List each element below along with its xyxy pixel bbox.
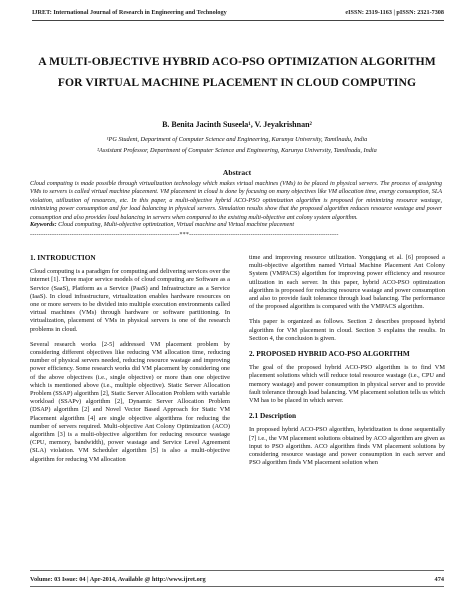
keywords-text: Cloud computing, Multi-objective optimization, Virtual machine and Virtual machine placement (58, 222, 295, 228)
section-separator: --------------------------------------------------------------------***-------------------------------------------------------------------- (30, 232, 339, 238)
intro-paragraph-4: This paper is organized as follows. Section 2 describes proposed hybrid algorithm for VM placement in cloud. Section 3 explains the results. In Section 4, the conclusion is given. (249, 318, 445, 342)
left-column (30, 254, 230, 471)
footer-rule-top (30, 570, 444, 571)
keywords (30, 222, 442, 228)
intro-paragraph-1: Cloud computing is a paradigm for computing and delivering services over the internet [1]. Three major service models of cloud computing are Software as a Service (SaaS), Platform as a Service (PaaS) and Infrastructure as a Service (IaaS). In cloud infrastructure, virtualization enables hardware resources on one or more servers to be divided into multiple execution environments called virtual machines (VMs) through hardware or software partitioning. In virtualization, placement of VMs in physical servers is one of the research problems in cloud. (30, 268, 230, 333)
section-1-heading: 1. INTRODUCTION (30, 253, 96, 262)
abstract-heading: Abstract (222, 168, 252, 177)
running-header (32, 6, 444, 18)
journal-name: IJRET: International Journal of Research in Engineering and Technology (32, 8, 227, 16)
affiliation-1: ¹PG Student, Department of Computer Science and Engineering, Karunya University, Tamilnadu, India (106, 136, 368, 143)
footer-rule-bottom (30, 586, 444, 587)
paper-title: A MULTI-OBJECTIVE HYBRID ACO-PSO OPTIMIZATION ALGORITHM FOR VIRTUAL MACHINE PLACEMENT IN CLOUD COMPUTING (38, 55, 436, 89)
keywords-label: Keywords: (30, 222, 57, 228)
footer-volume-info: Volume: 03 Issue: 04 | Apr-2014, Available @ http://www.ijret.org (30, 576, 206, 583)
issn: eISSN: 2319-1163 | pISSN: 2321-7308 (345, 8, 444, 16)
section-2-1-heading: 2.1 Description (249, 411, 297, 421)
section-2-paragraph: The goal of the proposed hybrid ACO-PSO algorithm is to find VM placement solutions which will reduce total resource wastage (i.e., CPU and memory wastage) and power consumption in physical server and to provide fault tolerance through load balancing. VM placement solution tells us which VM has to be placed in which server. (249, 364, 445, 405)
header-rule (32, 20, 444, 21)
intro-paragraph-2: Several research works [2-5] addressed VM placement problem by considering different objectives like reducing VM allocation time, reducing number of physical servers needed, reducing resource wastage and improving power efficiency. Some research works did VM placement by considering one of the above objectives (i.e., single objective) or more than one objective which is mentioned above (i.e., multiple objective). Static Server Allocation Problem (SSAP) algorithm [2], Static Server Allocation Problem with variable workload (SSAPv) algorithm [2], Dynamic Server Allocation Problem (DSAP) algorithm [2] and Novel Vector Based Approach for Static VM Placement algorithm [4] are single objective algorithms for reducing the number of servers required. Multi-objective Ant Colony Optimization (ACO) algorithm [3] is a multi-objective algorithm for reducing resource wastage (CPU, memory, bandwidth), power wastage and Service Level Agreement (SLA) violation. VM Scheduler algorithm [5] is also a multi-objective algorithm for reducing VM allocation (30, 340, 230, 463)
affiliation-2: ²Assistant Professor, Department of Computer Science and Engineering, Karunya University, Tamilnadu, India (97, 147, 377, 154)
right-column (249, 254, 445, 474)
abstract-text: Cloud computing is made possible through virtualization technology which makes virtual machines (VMs) to be placed in physical servers. The process of assigning VMs to servers is called virtual machine placement. VM placement in cloud is done by focusing on many objectives like VM allocation time, energy consumption, SLA violation, utilization of resources, etc. In this paper, a multi-objective hybrid ACO-PSO optimization algorithm is proposed for minimizing resource wastage, minimizing power consumption and for load balancing in physical servers. Simulation results show that the proposed algorithm reduces resource wastage and power consumption and also provides load balancing in servers when compared to the existing multi-objective ant colony system algorithm. (30, 181, 442, 221)
page-footer (30, 576, 444, 583)
intro-paragraph-3: time and improving resource utilization. Yongqiang et al. [6] proposed a multi-objective algorithm named Virtual Machine Placement Ant Colony System (VMPACS) algorithm for improving power efficiency and resource utilization in each server. In this paper, hybrid ACO-PSO optimization algorithm is proposed for reducing resource wastage and power consumption and also to provide fault tolerance through load balancing. The performance of the proposed algorithm is compared with the VMPACS algorithm. (249, 254, 445, 311)
section-2-heading: 2. PROPOSED HYBRID ACO-PSO ALGORITHM (249, 349, 410, 359)
authors: B. Benita Jacinth Suseela¹, V. Jeyakrishnan² (162, 120, 312, 129)
section-2-1-paragraph: In proposed hybrid ACO-PSO algorithm, hybridization is done sequentially [7] i.e., the VM placement solutions obtained by ACO algorithm are given as input to PSO algorithm. ACO algorithm finds VM placement solutions by considering resource wastage and power consumption in each server and PSO algorithm finds VM placement solution when (249, 426, 445, 467)
page-number: 474 (434, 576, 444, 583)
